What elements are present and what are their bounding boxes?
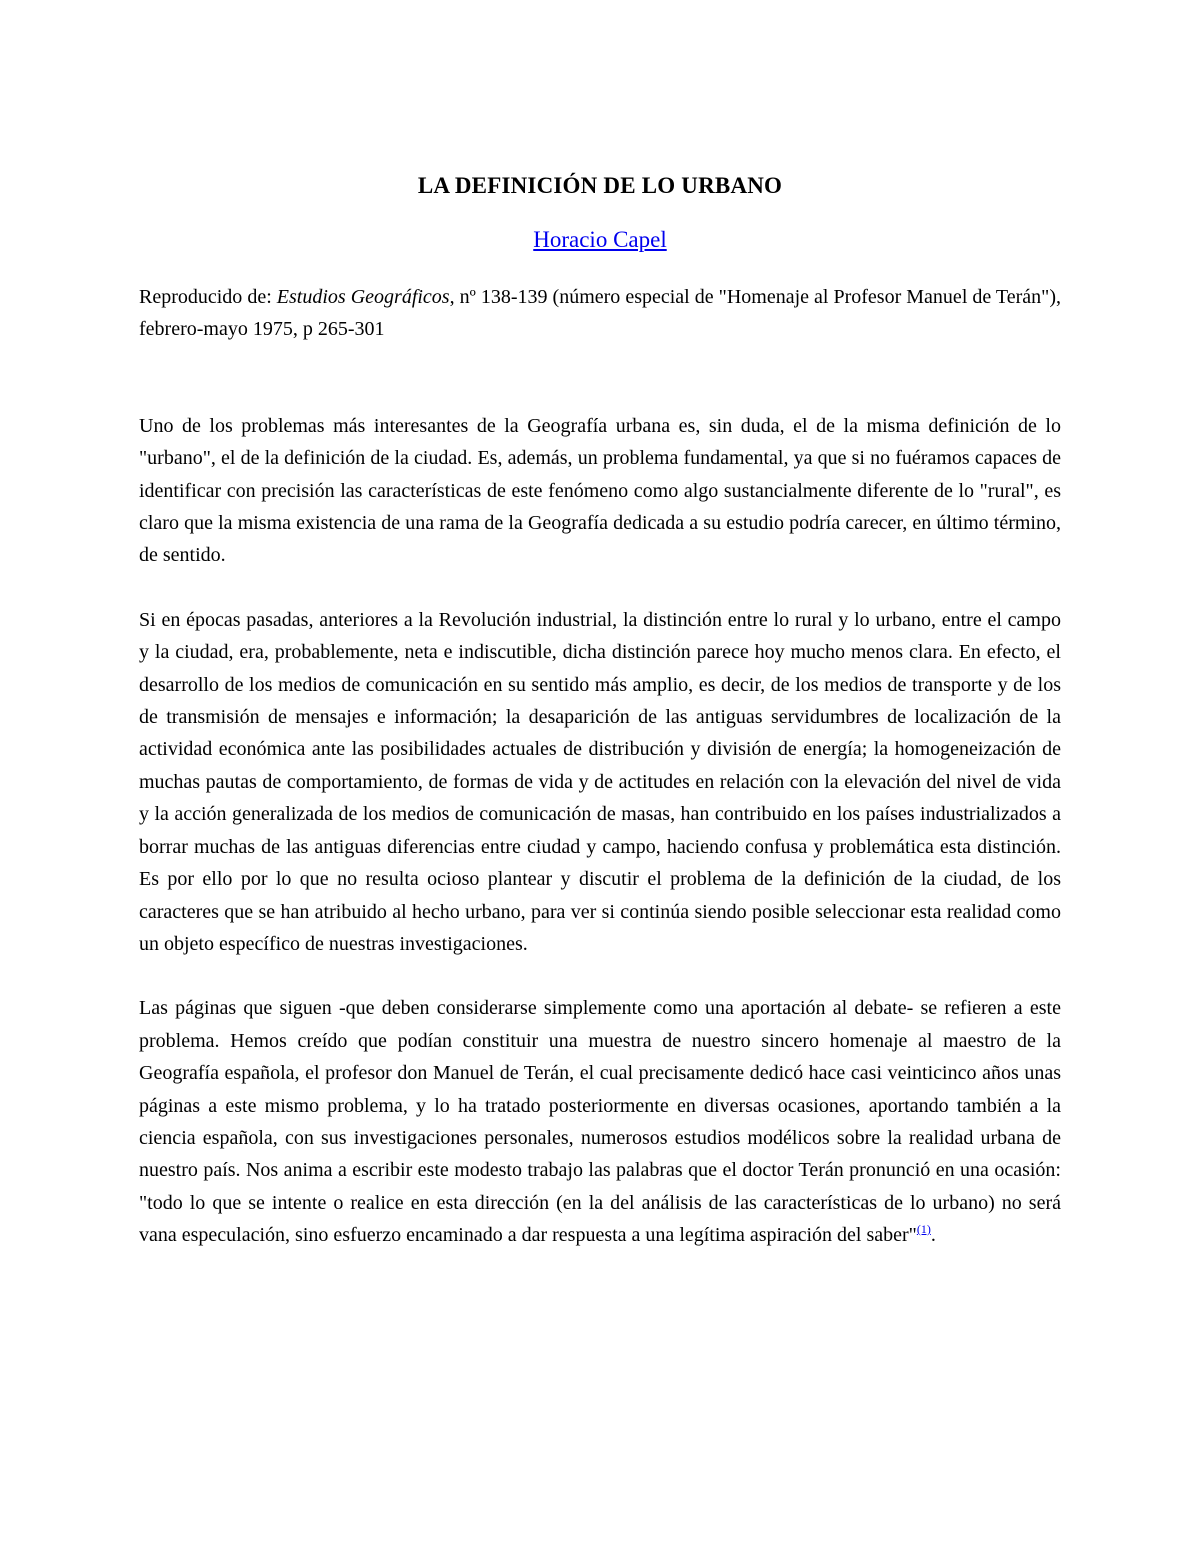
body-paragraph-1: Uno de los problemas más interesantes de la Geografía urbana es, sin duda, el de la misma definición de lo "urbano", el de la definición de la ciudad. Es, además, un problema fundamental, ya que si no fuéramos capaces de identificar con precisión las características de este fenómeno como algo sustancialmente diferente de lo "rural", es claro que la misma existencia de una rama de la Geografía dedicada a su estudio podría carecer, en último término, de sentido. — [139, 414, 1061, 567]
source-details: , nº 138-139 (número especial de "Homenaje al Profesor Manuel de Terán"), febrero-mayo 1975, p 265-301 — [139, 286, 1061, 341]
body-paragraph-3-text: Las páginas que siguen -que deben considerarse simplemente como una aportación al debate- se refieren a este problema. Hemos creído que podían constituir una muestra de nuestro sincero homenaje al maestro de la Geografía española, el profesor don Manuel de Terán, el cual precisamente dedicó hace casi veinticinco años unas páginas a este mismo problema, y lo ha tratado posteriormente en diversas ocasiones, aportando también a la ciencia española, con sus investigaciones personales, numerosos estudios modélicos sobre la realidad urbana de nuestro país. Nos anima a escribir este modesto trabajo las palabras que el doctor Terán pronunció en una ocasión: "todo lo que se intente o realice en esta dirección (en la del análisis de las características de lo urbano) no será vana especulación, sino esfuerzo encaminado a dar respuesta a una legítima aspiración del saber" — [139, 997, 1061, 1247]
source-prefix: Reproducido de: — [139, 286, 277, 308]
page-title: LA DEFINICIÓN DE LO URBANO — [417, 173, 783, 198]
body-paragraph-3 — [139, 992, 1061, 1251]
footnote-link-1[interactable]: (1) — [916, 1222, 931, 1237]
document-page — [139, 170, 1061, 1252]
author-link[interactable]: Horacio Capel — [533, 227, 667, 252]
source-citation — [139, 281, 1061, 346]
body-paragraph-3-end: . — [930, 1224, 936, 1247]
body-paragraph-2: Si en épocas pasadas, anteriores a la Revolución industrial, la distinción entre lo rural y lo urbano, entre el campo y la ciudad, era, probablemente, neta e indiscutible, dicha distinción parece hoy mucho menos clara. En efecto, el desarrollo de los medios de comunicación en su sentido más amplio, es decir, de los medios de transporte y de los de transmisión de mensajes e información; la desaparición de las antiguas servidumbres de localización de la actividad económica ante las posibilidades actuales de distribución y división de energía; la homogeneización de muchas pautas de comportamiento, de formas de vida y de actitudes en relación con la elevación del nivel de vida y la acción generalizada de los medios de comunicación de masas, han contribuido en los países industrializados a borrar muchas de las antiguas diferencias entre ciudad y campo, haciendo confusa y problemática esta distinción. Es por ello por lo que no resulta ocioso plantear y discutir el problema de la definición de la ciudad, de los caracteres que se han atribuido al hecho urbano, para ver si continúa siendo posible seleccionar esta realidad como un objeto específico de nuestras investigaciones. — [139, 608, 1061, 955]
source-journal: Estudios Geográficos — [276, 286, 450, 308]
author-line — [139, 225, 1061, 255]
